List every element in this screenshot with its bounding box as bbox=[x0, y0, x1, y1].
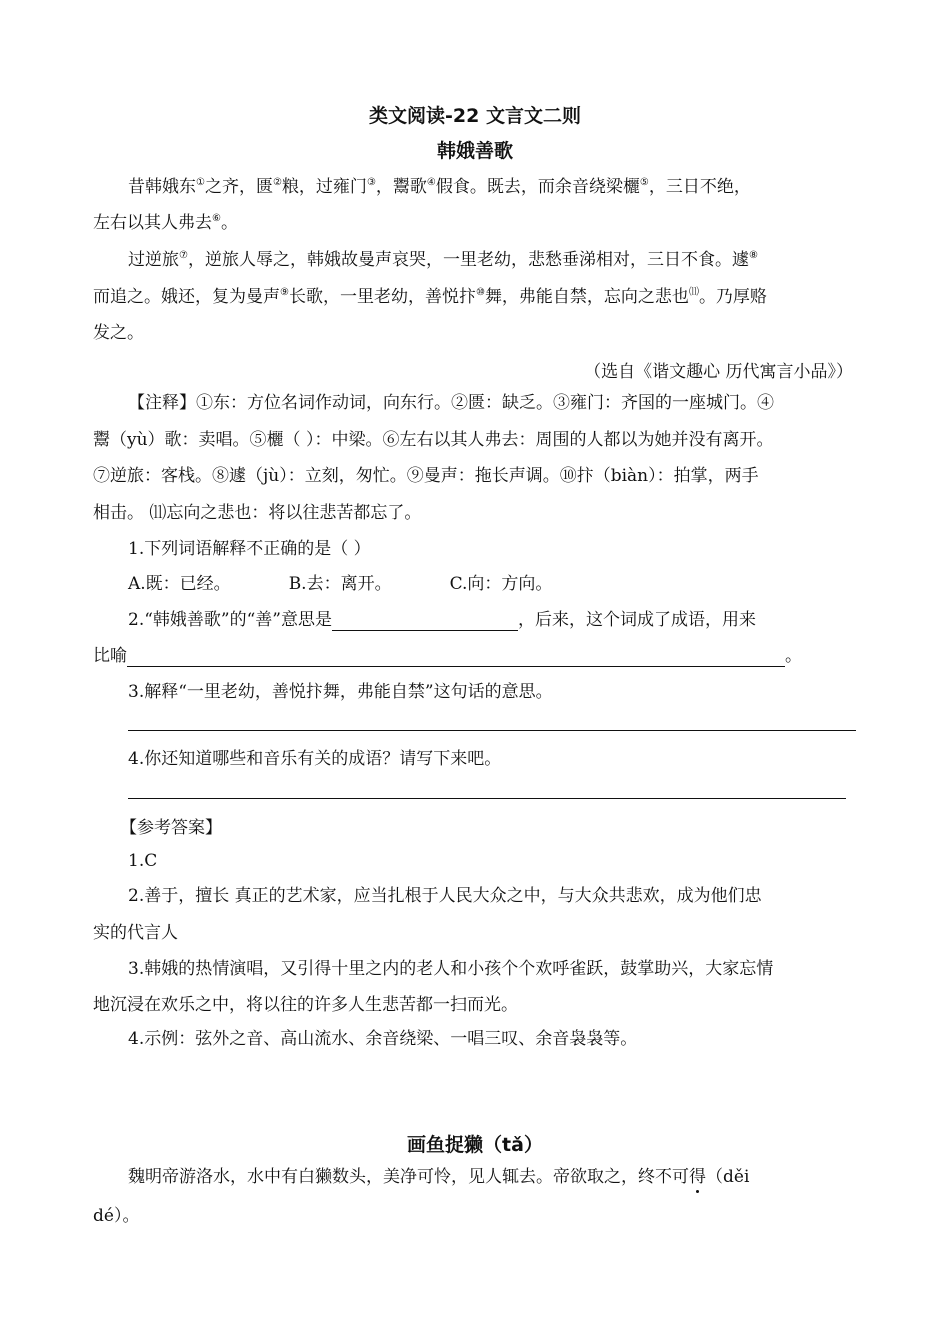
question-2-continued: 比喻 。 bbox=[93, 646, 802, 666]
footnote-marker: ⑩ bbox=[475, 287, 485, 298]
answer-blank[interactable] bbox=[127, 648, 785, 667]
footnote-marker: ⑦ bbox=[179, 250, 188, 261]
page-title: 类文阅读-22 文言文二则 bbox=[369, 105, 581, 127]
story2-heading: 画鱼捉獭（tǎ） bbox=[407, 1134, 543, 1156]
answer-blank[interactable] bbox=[332, 612, 518, 631]
question-1: 1.下列词语解释不正确的是（ ） bbox=[128, 539, 371, 559]
footnote-marker: ⑨ bbox=[280, 287, 289, 298]
story2-paragraph-line2: dé）。 bbox=[93, 1206, 140, 1226]
footnote-marker: ⑧ bbox=[748, 250, 758, 261]
notes-line: 鬻（yù）歌：卖唱。⑤欐（ ）：中梁。⑥左右以其人弗去：周围的人都以为她并没有离开。 bbox=[93, 430, 774, 450]
notes-line: ⑦逆旅：客栈。⑧遽（jù）：立刻，匆忙。⑨曼声：拖长声调。⑩抃（biàn）：拍掌，两手 bbox=[93, 466, 759, 486]
answer-1: 1.C bbox=[128, 851, 158, 871]
question-3: 3.解释“一里老幼，善悦抃舞，弗能自禁”这句话的意思。 bbox=[128, 682, 553, 702]
emphasis-dot-char: 得 bbox=[689, 1167, 706, 1187]
story1-paragraph1-line2: 左右以其人弗去⑥。 bbox=[93, 213, 238, 233]
notes-line: 相击。 ⑾忘向之悲也：将以往悲苦都忘了。 bbox=[93, 503, 422, 523]
story2-paragraph-line1: 魏明帝游洛水，水中有白獭数头，美净可怜，见人辄去。帝欲取之，终不可得（děi bbox=[128, 1167, 750, 1187]
story1-paragraph2-line1: 过逆旅⑦，逆旅人辱之，韩娥故曼声哀哭，一里老幼，悲愁垂涕相对，三日不食。遽⑧ bbox=[128, 250, 758, 270]
footnote-marker: ④ bbox=[426, 177, 436, 188]
footnote-marker: ② bbox=[272, 177, 282, 188]
answer-3-continued: 地沉浸在欢乐之中，将以往的许多人生悲苦都一扫而光。 bbox=[93, 995, 518, 1015]
source-citation: （选自《谐文趣心 历代寓言小品》） bbox=[584, 362, 853, 382]
question-1-options bbox=[128, 573, 898, 595]
option-a: A.既：已经。 bbox=[128, 574, 231, 594]
answer-2: 2.善于，擅长 真正的艺术家，应当扎根于人民大众之中，与大众共悲欢，成为他们忠 bbox=[128, 886, 762, 906]
footnote-marker: ⑥ bbox=[212, 213, 221, 224]
story1-heading: 韩娥善歌 bbox=[436, 140, 513, 162]
answer-line[interactable] bbox=[128, 798, 846, 799]
footnote-marker: ⑤ bbox=[639, 177, 649, 188]
answer-2-continued: 实的代言人 bbox=[93, 923, 178, 943]
story1-paragraph1-line1: 昔韩娥东①之齐，匮②粮，过雍门③，鬻歌④假食。既去，而余音绕梁欐⑤，三日不绝， bbox=[128, 177, 751, 197]
answer-3: 3.韩娥的热情演唱，又引得十里之内的老人和小孩个个欢呼雀跃，鼓掌助兴，大家忘情 bbox=[128, 959, 774, 979]
footnote-marker: ⑾ bbox=[688, 287, 699, 298]
answer-4: 4.示例：弦外之音、高山流水、余音绕梁、一唱三叹、余音袅袅等。 bbox=[128, 1029, 638, 1049]
option-c: C.向：方向。 bbox=[449, 574, 553, 594]
answer-line[interactable] bbox=[128, 730, 856, 731]
question-2: 2.“韩娥善歌”的“善”意思是 ，后来，这个词成了成语，用来 bbox=[128, 610, 756, 630]
story1-paragraph2-line3: 发之。 bbox=[93, 323, 144, 343]
answer-heading: 【参考答案】 bbox=[120, 818, 222, 838]
notes-line: 【注释】①东：方位名词作动词，向东行。②匮：缺乏。③雍门：齐国的一座城门。④ bbox=[128, 393, 774, 413]
footnote-marker: ③ bbox=[366, 177, 376, 188]
question-4: 4.你还知道哪些和音乐有关的成语？请写下来吧。 bbox=[128, 749, 502, 769]
option-b: B.去：离开。 bbox=[288, 574, 392, 594]
footnote-marker: ① bbox=[196, 177, 205, 188]
story1-paragraph2-line2: 而追之。娥还，复为曼声⑨长歌，一里老幼，善悦抃⑩舞，弗能自禁，忘向之悲也⑾。乃厚赂 bbox=[93, 287, 767, 307]
